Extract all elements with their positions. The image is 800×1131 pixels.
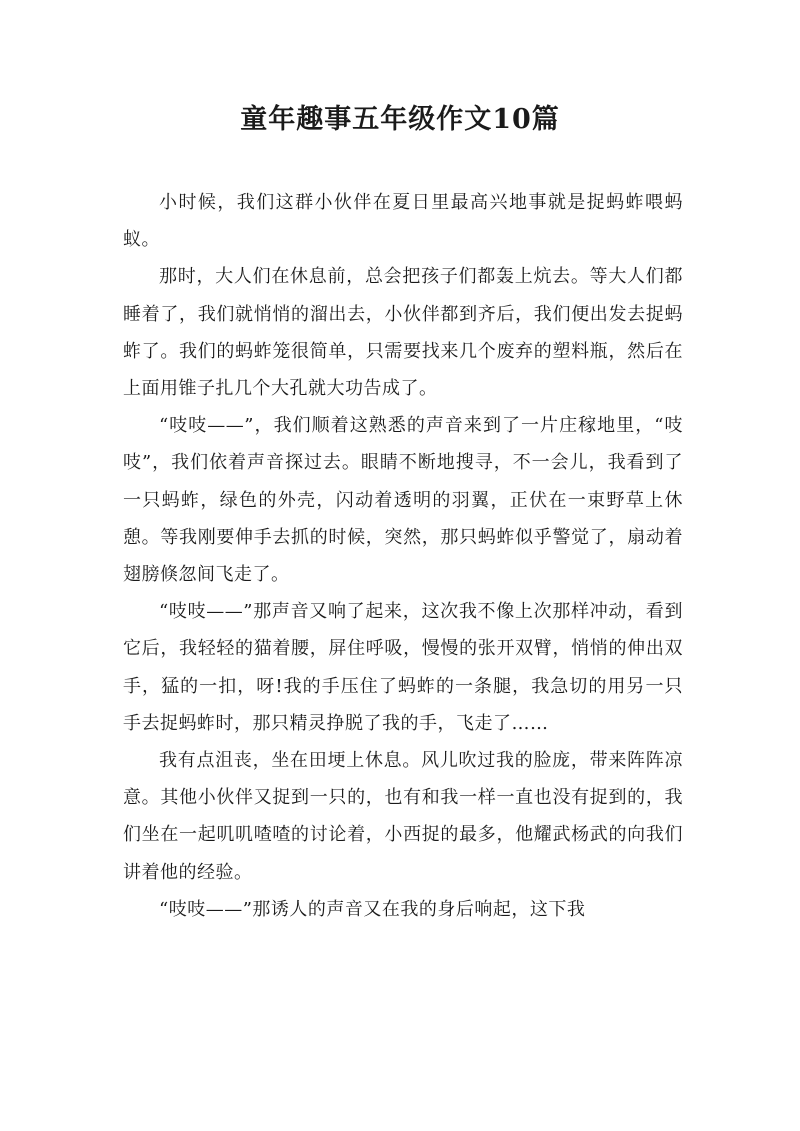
paragraph: 小时候，我们这群小伙伴在夏日里最高兴地事就是捉蚂蚱喂蚂蚁。 [123, 192, 683, 251]
paragraph: “吱吱——”那诱人的声音又在我的身后响起，这下我 [159, 898, 586, 920]
paragraph: “吱吱——”，我们顺着这熟悉的声音来到了一片庄稼地里，“吱吱”，我们依着声音探过去。眼睛不断地搜寻，不一会儿，我看到了一只蚂蚱，绿色的外壳，闪动着透明的羽翼，正伏在一束野草上休憩。等我刚要伸手去抓的时候，突然，那只蚂蚱似乎警觉了，扇动着翅膀倏忽间飞走了。 [123, 415, 683, 586]
document-body [123, 184, 683, 928]
paragraph: “吱吱——”那声音又响了起来，这次我不像上次那样冲动，看到它后，我轻轻的猫着腰，屏住呼吸，慢慢的张开双臂，悄悄的伸出双手，猛的一扣，呀!我的手压住了蚂蚱的一条腿，我急切的用另一只手去捉蚂蚱时，那只精灵挣脱了我的手，飞走了…… [123, 601, 683, 734]
document-title: 童年趣事五年级作文10篇 [240, 104, 560, 135]
paragraph: 我有点沮丧，坐在田埂上休息。风儿吹过我的脸庞，带来阵阵凉意。其他小伙伴又捉到一只的，也有和我一样一直也没有捉到的，我们坐在一起叽叽喳喳的讨论着，小西捉的最多，他耀武杨武的向我们讲着他的经验。 [123, 750, 683, 883]
paragraph: 那时，大人们在休息前，总会把孩子们都轰上炕去。等大人们都睡着了，我们就悄悄的溜出去，小伙伴都到齐后，我们便出发去捉蚂蚱了。我们的蚂蚱笼很简单，只需要找来几个废弃的塑料瓶，然后在上面用锥子扎几个大孔就大功告成了。 [123, 266, 683, 400]
